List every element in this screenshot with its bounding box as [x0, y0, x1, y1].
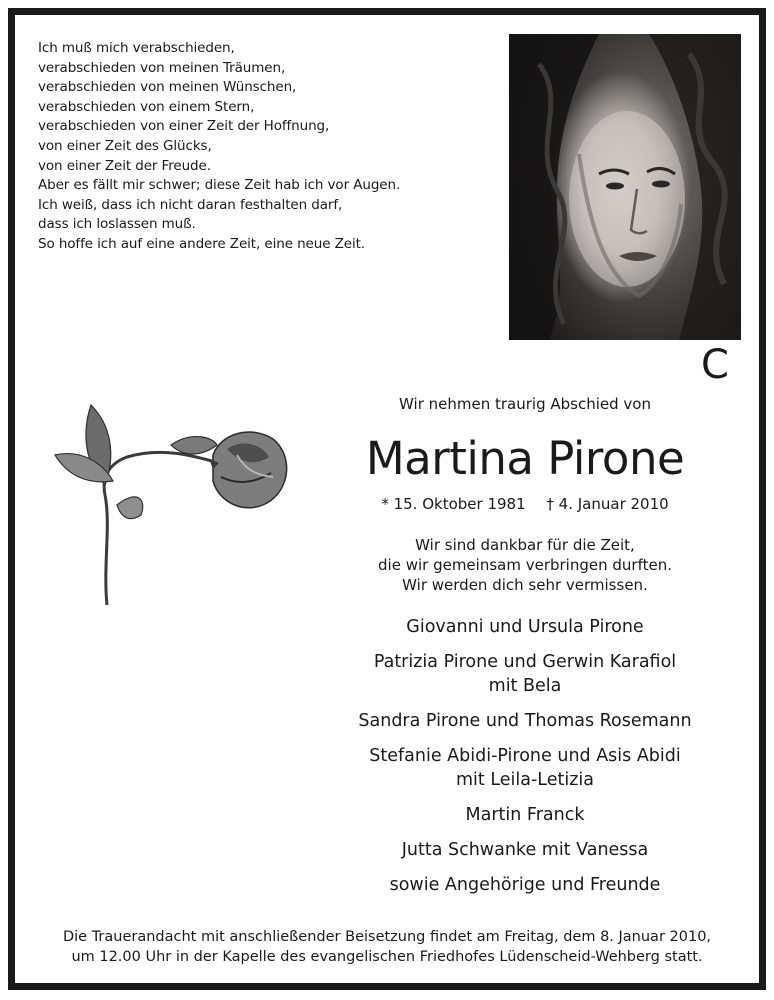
poem-line: Ich weiß, dass ich nicht daran festhalten darf, — [38, 196, 343, 213]
funeral-notice-line: um 12.00 Uhr in der Kapelle des evangelischen Friedhofes Lüdenscheid-Wehberg statt. — [71, 949, 703, 965]
verse — [315, 535, 735, 595]
birth-date: * 15. Oktober 1981 — [381, 495, 526, 513]
poem-line: von einer Zeit der Freude. — [38, 157, 211, 174]
poem-line: verabschieden von meinen Wünschen, — [38, 79, 297, 96]
poem-line: von einer Zeit des Glücks, — [38, 137, 212, 154]
poem-line: dass ich loslassen muß. — [38, 216, 196, 233]
poem — [38, 39, 458, 255]
rose-icon — [41, 385, 301, 615]
family-line: Jutta Schwanke mit Vanessa — [401, 840, 649, 860]
family-entry — [315, 873, 735, 897]
poem-line: Ich muß mich verabschieden, — [38, 40, 235, 56]
family-line: Patrizia Pirone und Gerwin Karafiol — [373, 652, 677, 672]
family-entry — [315, 744, 735, 792]
family-list — [315, 615, 735, 908]
poem-line: verabschieden von einer Zeit der Hoffnung, — [38, 118, 330, 135]
funeral-notice-line: Die Trauerandacht mit anschließender Beisetzung findet am Freitag, dem 8. Januar 2010, — [62, 929, 712, 945]
funeral-notice — [15, 927, 759, 967]
poem-line: So hoffe ich auf eine andere Zeit, eine neue Zeit. — [38, 235, 365, 252]
verse-line: die wir gemeinsam verbringen durften. — [378, 556, 672, 574]
family-line: Giovanni und Ursula Pirone — [406, 617, 644, 637]
verse-line: Wir werden dich sehr vermissen. — [402, 576, 648, 594]
family-entry — [315, 803, 735, 827]
family-entry — [315, 838, 735, 862]
family-line: mit Bela — [488, 676, 562, 696]
family-line: mit Leila-Letizia — [455, 770, 594, 790]
family-line: Sandra Pirone und Thomas Rosemann — [358, 711, 692, 731]
deceased-name: Martina Pirone — [365, 432, 685, 485]
obituary-frame — [8, 8, 766, 990]
poem-line: verabschieden von einem Stern, — [38, 98, 255, 115]
family-line: Martin Franck — [465, 805, 585, 825]
life-dates — [315, 495, 735, 513]
family-line: sowie Angehörige und Freunde — [389, 875, 661, 895]
poem-line: Aber es fällt mir schwer; diese Zeit hab ich vor Augen. — [38, 177, 401, 194]
portrait-photo — [509, 34, 741, 340]
family-entry — [315, 650, 735, 698]
family-line: Stefanie Abidi-Pirone und Asis Abidi — [369, 746, 681, 766]
letter-mark: C — [701, 342, 729, 388]
poem-line: verabschieden von meinen Träumen, — [38, 59, 286, 76]
family-entry — [315, 709, 735, 733]
intro-text: Wir nehmen traurig Abschied von — [399, 395, 651, 413]
family-entry — [315, 615, 735, 639]
death-date: † 4. Januar 2010 — [546, 495, 669, 513]
verse-line: Wir sind dankbar für die Zeit, — [415, 536, 635, 554]
